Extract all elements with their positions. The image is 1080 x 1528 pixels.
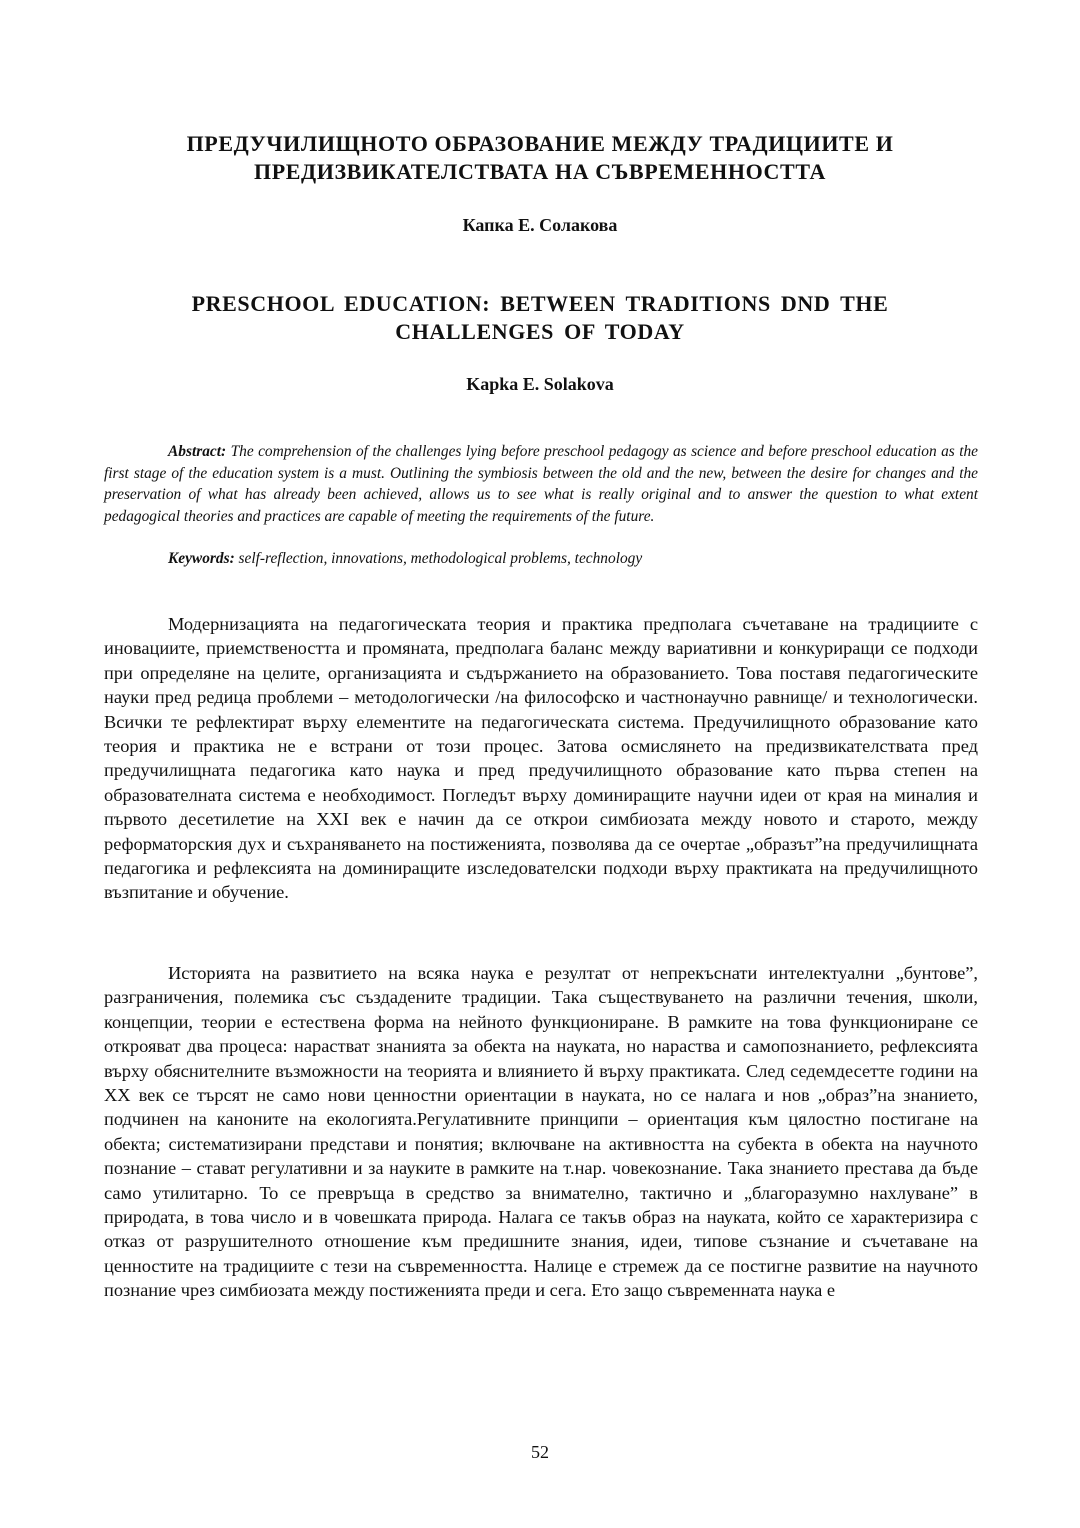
abstract-label: Abstract: — [168, 443, 227, 460]
abstract-text: The comprehension of the challenges lying before preschool pedagogy as science and before preschool education as the first stage of the education system is a must. Outlining the symbiosis between the old and the new, between the desire for changes and the preservation of what has already been achieved, allows us to see what is really original and to answer the question to what extent pedagogical theories and practices are capable of meeting the requirements of the future. — [104, 443, 978, 525]
title-english-line-2: CHALLENGES OF TODAY — [395, 319, 685, 344]
title-bulgarian-line-2: ПРЕДИЗВИКАТЕЛСТВАТА НА СЪВРЕМЕННОСТТА — [254, 159, 826, 184]
body-paragraph-1: Модернизацията на педагогическата теория и практика предполага съчетаване на традициите с иновациите, приемствеността и промяната, предполага баланс между вариативни и конкуриращи се подходи при определяне на целите, организацията и съдържанието на образованието. Това поставя педагогическите науки пред редица проблеми – методологически /на философско и частнонаучно равнище/ и технологически. Всички те рефлектират върху елементите на педагогическата система. Предучилищното образование като теория и практика не е встрани от този процес. Затова осмислянето на предизвикателствата пред предучилищната педагогика като наука и пред предучилищното образование като първа степен на образователната система е необходимост. Погледът върху доминиращите научни идеи от края на миналия и първото десетилетие на XXI век е начин да се открои симбиозата между новото и старото, между реформаторския дух и съхраняването на постиженията, позволява да се очертае „образът”на предучилищната педагогика и рефлексията на доминиращите изследователски подходи върху практиката на предучилищното възпитание и обучение. — [104, 614, 978, 903]
abstract — [104, 441, 978, 527]
title-english-line-1: PRESCHOOL EDUCATION: BETWEEN TRADITIONS DND THE — [191, 291, 889, 316]
keywords — [168, 548, 978, 570]
page-number: 52 — [531, 1442, 549, 1462]
author-english: Kapka E. Solakova — [466, 374, 614, 394]
title-bulgarian-line-1: ПРЕДУЧИЛИЩНОТО ОБРАЗОВАНИЕ МЕЖДУ ТРАДИЦИИТЕ И — [186, 131, 894, 156]
keywords-label: Keywords: — [168, 550, 235, 567]
body-paragraph-2: Историята на развитието на всяка наука е резултат от непрекъснати интелектуални „бунтове”, разграничения, полемика със създадените традиции. Така съществуването на различни течения, школи, концепции, теории е естествена форма на нейното функциониране. В рамките на това функциониране се открояват два процеса: нарастват знанията за обекта на науката, но нараства и самопознанието, рефлексията върху обяснителните възможности на теорията и влиянието й върху практиката. След седемдесетте години на XX век се търсят не само нови ценностни ориентации в науката, но се налага и нов „образ”на знанието, подчинен на каноните на екологията.Регулативните принципи – ориентация към цялостно постигане на обекта; систематизирани представи и понятия; включване на активността на субекта в обекта на научното познание – стават регулативни и за науките в рамките на т.нар. човекознание. Така знанието престава да бъде само утилитарно. То се превръща в средство за внимателно, тактично и „благоразумно нахлуване” в природата, в това число и в човешката природа. Налага се такъв образ на науката, който се характеризира с отказ от разрушителното отношение към предишните знания, идеи, типове съзнание и съчетаване на ценностите на традициите с тези на съвременността. Налице е стремеж да се постигне развитие на научното познание чрез симбиозата между постиженията преди и сега. Ето защо съвременната наука е — [104, 963, 978, 1301]
keywords-text: self-reflection, innovations, methodological problems, technology — [234, 550, 643, 567]
author-bulgarian: Капка Е. Солакова — [462, 215, 618, 235]
